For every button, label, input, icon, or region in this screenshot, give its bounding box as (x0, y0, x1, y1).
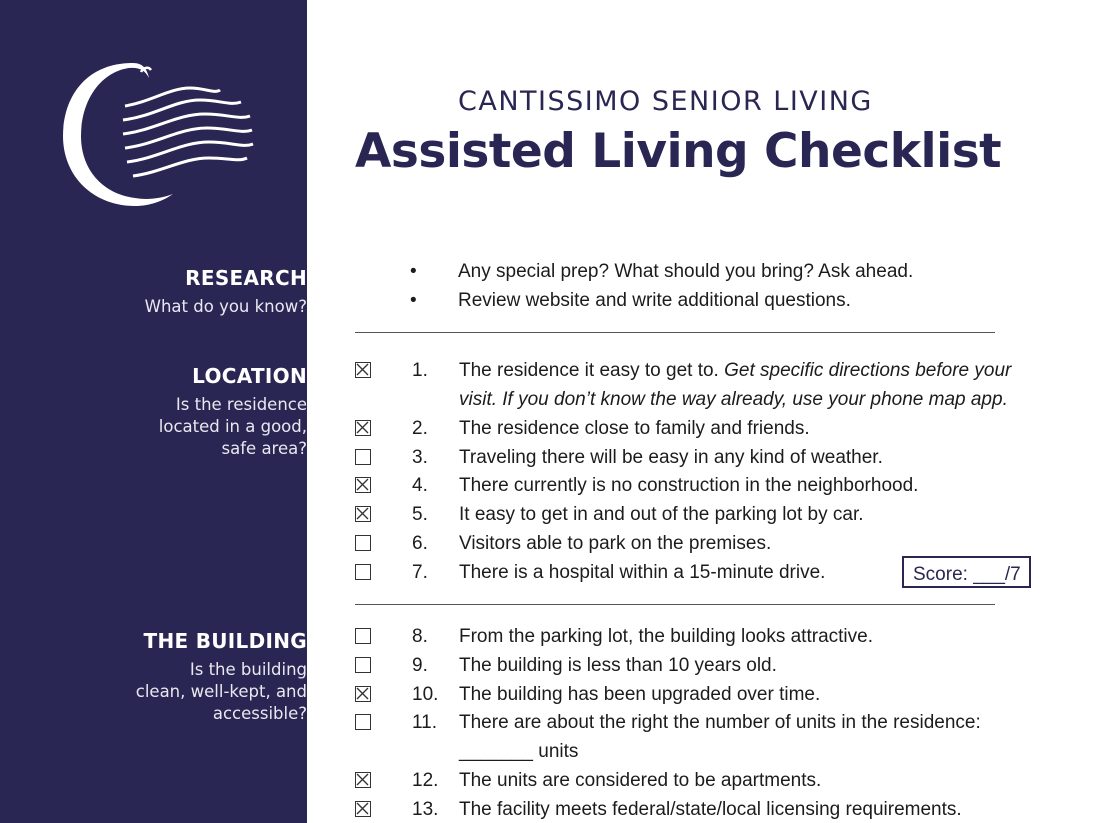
checkbox[interactable] (355, 772, 371, 788)
checkbox[interactable] (355, 535, 371, 551)
checkbox[interactable] (355, 420, 371, 436)
bullet-icon: • (410, 261, 417, 282)
section-title-location: LOCATION (192, 364, 307, 388)
bullet-icon: • (410, 290, 417, 311)
sidebar (0, 0, 307, 823)
checkbox[interactable] (355, 362, 371, 378)
page-title: Assisted Living Checklist (355, 124, 1002, 179)
checkbox[interactable] (355, 657, 371, 673)
check-x-icon (356, 802, 369, 815)
section-subtitle-building: Is the building clean, well-kept, and accessible? (135, 660, 307, 723)
section-title-building: THE BUILDING (143, 629, 307, 653)
checkbox[interactable] (355, 564, 371, 580)
check-x-icon (356, 507, 369, 520)
checkbox[interactable] (355, 686, 371, 702)
brand-name: CANTISSIMO SENIOR LIVING (458, 86, 873, 117)
score-box: Score: ___/7 (902, 556, 1031, 588)
divider (355, 604, 995, 605)
checkbox[interactable] (355, 477, 371, 493)
sidebar-research (54, 266, 307, 318)
section-subtitle-research: What do you know? (144, 297, 307, 316)
check-x-icon (356, 421, 369, 434)
divider (355, 332, 995, 333)
checkbox[interactable] (355, 506, 371, 522)
checkbox[interactable] (355, 449, 371, 465)
check-x-icon (356, 773, 369, 786)
checkbox[interactable] (355, 801, 371, 817)
wave-logo-icon (55, 58, 260, 208)
sidebar-building (54, 629, 307, 725)
check-x-icon (356, 687, 369, 700)
section-title-research: RESEARCH (185, 266, 307, 290)
sidebar-location (54, 364, 307, 460)
check-x-icon (356, 363, 369, 376)
check-x-icon (356, 478, 369, 491)
section-subtitle-location: Is the residence located in a good, safe area? (158, 395, 307, 458)
checkbox[interactable] (355, 714, 371, 730)
checkbox[interactable] (355, 628, 371, 644)
